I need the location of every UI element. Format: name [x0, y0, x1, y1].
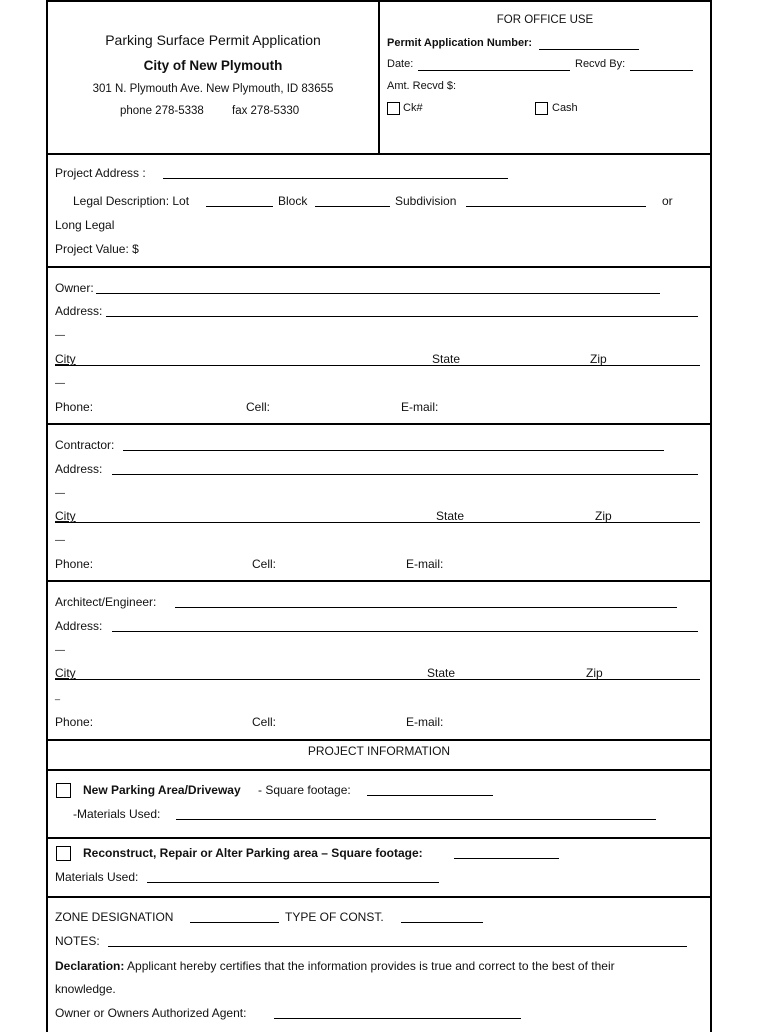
- zone-designation-field[interactable]: [190, 922, 279, 923]
- owner-dash: —: [55, 330, 65, 341]
- architect-zip-label: Zip: [586, 666, 603, 680]
- owner-section: [48, 266, 710, 425]
- declaration-heading: Declaration:: [55, 959, 125, 973]
- contractor-city-state-zip-field[interactable]: [55, 522, 700, 523]
- declaration-text: [55, 959, 615, 973]
- legal-lot-field[interactable]: [206, 206, 273, 207]
- architect-section: [48, 580, 710, 741]
- notes-field[interactable]: [108, 946, 687, 947]
- contractor-state-label: State: [436, 509, 465, 523]
- city-fax: fax 278-5330: [232, 105, 300, 117]
- new-parking-label: New Parking Area/Driveway: [83, 783, 241, 797]
- cash-checkbox[interactable]: [535, 102, 548, 115]
- recvd-by-field[interactable]: [630, 70, 693, 71]
- new-materials-field[interactable]: [176, 819, 656, 820]
- architect-city-state-zip-field[interactable]: [55, 679, 700, 680]
- const-type-field[interactable]: [401, 922, 483, 923]
- contractor-label: Contractor:: [55, 438, 115, 452]
- owner-label: Owner:: [55, 281, 94, 295]
- const-type-label: TYPE OF CONST.: [285, 910, 384, 924]
- project-address-label: Project Address :: [55, 166, 146, 180]
- owner-dash-2: —: [55, 378, 65, 389]
- project-info-heading: PROJECT INFORMATION: [307, 744, 451, 758]
- permit-number-label: Permit Application Number:: [387, 37, 533, 49]
- new-parking-sqft-field[interactable]: [367, 795, 493, 796]
- architect-email-label: E-mail:: [406, 715, 444, 729]
- long-legal-label: Long Legal: [55, 218, 115, 232]
- architect-phone-label: Phone:: [55, 715, 94, 729]
- city-address: 301 N. Plymouth Ave. New Plymouth, ID 83655: [92, 83, 334, 95]
- zone-designation-label: ZONE DESIGNATION: [55, 910, 174, 924]
- reconstruct-section: [48, 837, 710, 898]
- form-title: Parking Surface Permit Application: [105, 32, 321, 48]
- contractor-address-label: Address:: [55, 462, 103, 476]
- check-checkbox[interactable]: [387, 102, 400, 115]
- amt-recvd-label: Amt. Recvd $:: [387, 80, 457, 92]
- architect-address-field[interactable]: [112, 631, 698, 632]
- or-label: or: [662, 194, 673, 208]
- architect-state-label: State: [427, 666, 456, 680]
- legal-lot-label: Legal Description: Lot: [73, 194, 190, 208]
- agent-label: Owner or Owners Authorized Agent:: [55, 1006, 247, 1020]
- contractor-address-field[interactable]: [112, 474, 698, 475]
- subdivision-field[interactable]: [466, 206, 646, 207]
- architect-city-label: City: [55, 666, 76, 680]
- owner-zip-label: Zip: [590, 352, 607, 366]
- architect-cell-label: Cell:: [252, 715, 277, 729]
- header-section: [48, 2, 710, 155]
- reconstruct-sqft-field[interactable]: [454, 858, 559, 859]
- new-materials-label: -Materials Used:: [73, 807, 161, 821]
- contractor-field[interactable]: [123, 450, 664, 451]
- block-label: Block: [278, 194, 308, 208]
- project-value-label: Project Value: $: [55, 242, 139, 256]
- contractor-phone-label: Phone:: [55, 557, 94, 571]
- agent-signature-field[interactable]: [274, 1018, 521, 1019]
- reconstruct-checkbox[interactable]: [56, 846, 71, 861]
- notes-label: NOTES:: [55, 934, 100, 948]
- owner-phone-label: Phone:: [55, 400, 94, 414]
- architect-label: Architect/Engineer:: [55, 595, 157, 609]
- contractor-dash: —: [55, 488, 65, 499]
- recvd-by-label: Recvd By:: [575, 58, 626, 70]
- office-use-heading: FOR OFFICE USE: [496, 14, 594, 26]
- check-label: Ck#: [403, 102, 423, 114]
- permit-number-field[interactable]: [539, 49, 639, 50]
- contractor-zip-label: Zip: [595, 509, 612, 523]
- declaration-text-2: knowledge.: [55, 982, 116, 996]
- new-parking-checkbox[interactable]: [56, 783, 71, 798]
- project-section: [48, 153, 710, 268]
- block-field[interactable]: [315, 206, 390, 207]
- owner-cell-label: Cell:: [246, 400, 271, 414]
- subdivision-label: Subdivision: [395, 194, 457, 208]
- city-name: City of New Plymouth: [143, 58, 283, 73]
- architect-address-label: Address:: [55, 619, 103, 633]
- contractor-dash-2: —: [55, 535, 65, 546]
- owner-field[interactable]: [96, 293, 660, 294]
- city-phone: phone 278-5338: [120, 105, 204, 117]
- project-address-field[interactable]: [163, 178, 508, 179]
- reconstruct-label: Reconstruct, Repair or Alter Parking area – Square footage:: [83, 846, 423, 860]
- permit-form: [46, 0, 712, 1032]
- contractor-section: [48, 423, 710, 582]
- owner-city-label: City: [55, 352, 76, 366]
- owner-address-label: Address:: [55, 304, 103, 318]
- date-field[interactable]: [418, 70, 570, 71]
- owner-email-label: E-mail:: [401, 400, 439, 414]
- reconstruct-materials-label: Materials Used:: [55, 870, 139, 884]
- contractor-email-label: E-mail:: [406, 557, 444, 571]
- owner-state-label: State: [432, 352, 461, 366]
- date-label: Date:: [387, 58, 414, 70]
- architect-dash: —: [55, 645, 65, 656]
- architect-small-dash: _: [55, 690, 61, 700]
- owner-city-state-zip-field[interactable]: [55, 365, 700, 366]
- reconstruct-materials-field[interactable]: [147, 882, 439, 883]
- declaration-body: Applicant hereby certifies that the information provides is true and correct to the best of their: [124, 959, 615, 973]
- contractor-cell-label: Cell:: [252, 557, 277, 571]
- cash-label: Cash: [552, 102, 578, 114]
- new-parking-sqft-label: - Square footage:: [258, 783, 351, 797]
- owner-address-field[interactable]: [106, 316, 698, 317]
- architect-field[interactable]: [175, 607, 677, 608]
- new-parking-section: [48, 769, 710, 839]
- contractor-city-label: City: [55, 509, 76, 523]
- project-info-heading-section: [48, 739, 710, 771]
